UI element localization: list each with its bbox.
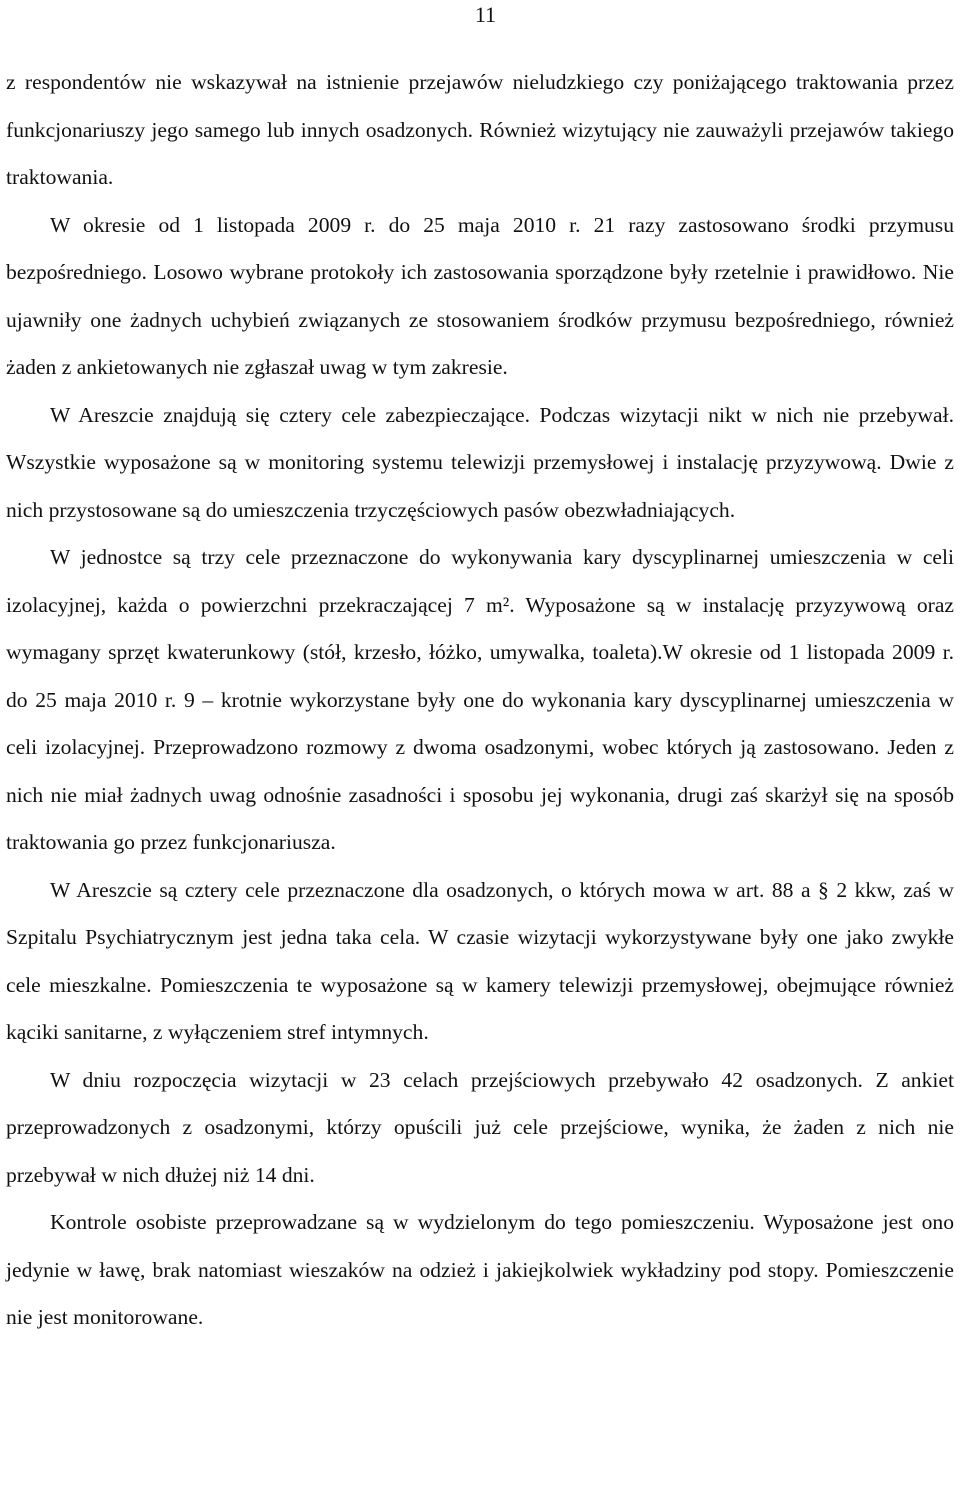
paragraph-isolation-cells: W jednostce są trzy cele przeznaczone do wykonywania kary dyscyplinarnej umieszczenia w celi izolacyjnej, każda o powierzchni przekraczającej 7 m². Wyposażone są w instalację przyzywową oraz wymagany sprzęt kwaterunkowy (stół, krzesło, łóżko, umywalka, toaleta).W okresie od 1 listopada 2009 r. do 25 maja 2010 r. 9 – krotnie wykorzystane były one do wykonania kary dyscyplinarnej umieszczenia w celi izolacyjnej. Przeprowadzono rozmowy z dwoma osadzonymi, wobec których ją zastosowano. Jeden z nich nie miał żadnych uwag odnośnie zasadności i sposobu jej wykonania, drugi zaś skarżył się na sposób traktowania go przez funkcjonariusza. xyxy=(6,545,954,854)
paragraph-continuation: z respondentów nie wskazywał na istnienie przejawów nieludzkiego czy poniżającego traktowania przez funkcjonariuszy jego samego lub innych osadzonych. Również wizytujący nie zauważyli przejawów takiego traktowania. xyxy=(6,70,954,189)
page-number: 11 xyxy=(474,2,496,27)
body-text xyxy=(6,59,954,1342)
paragraph-direct-coercion: W okresie od 1 listopada 2009 r. do 25 maja 2010 r. 21 razy zastosowano środki przymusu bezpośredniego. Losowo wybrane protokoły ich zastosowania sporządzone były rzetelnie i prawidłowo. Nie ujawniły one żadnych uchybień związanych ze stosowaniem środków przymusu bezpośredniego, również żaden z ankietowanych nie zgłaszał uwag w tym zakresie. xyxy=(6,212,954,379)
paragraph-transit-cells: W dniu rozpoczęcia wizytacji w 23 celach przejściowych przebywało 42 osadzonych. Z ankiet przeprowadzonych z osadzonymi, którzy opuścili już cele przejściowe, wynika, że żaden z nich nie przebywał w nich dłużej niż 14 dni. xyxy=(6,1067,954,1187)
paragraph-art-88a-cells: W Areszcie są cztery cele przeznaczone dla osadzonych, o których mowa w art. 88 a § 2 kkw, zaś w Szpitalu Psychiatrycznym jest jedna taka cela. W czasie wizytacji wykorzystywane były one jako zwykłe cele mieszkalne. Pomieszczenia te wyposażone są w kamery telewizji przemysłowej, obejmujące również kąciki sanitarne, z wyłączeniem stref intymnych. xyxy=(6,877,954,1044)
paragraph-security-cells: W Areszcie znajdują się cztery cele zabezpieczające. Podczas wizytacji nikt w nich nie przebywał. Wszystkie wyposażone są w monitoring systemu telewizji przemysłowej i instalację przyzywową. Dwie z nich przystosowane są do umieszczenia trzyczęściowych pasów obezwładniających. xyxy=(6,402,954,522)
paragraph-personal-searches: Kontrole osobiste przeprowadzane są w wydzielonym do tego pomieszczeniu. Wyposażone jest ono jedynie w ławę, brak natomiast wieszaków na odzież i jakiejkolwiek wykładziny pod stopy. Pomieszczenie nie jest monitorowane. xyxy=(6,1210,954,1329)
